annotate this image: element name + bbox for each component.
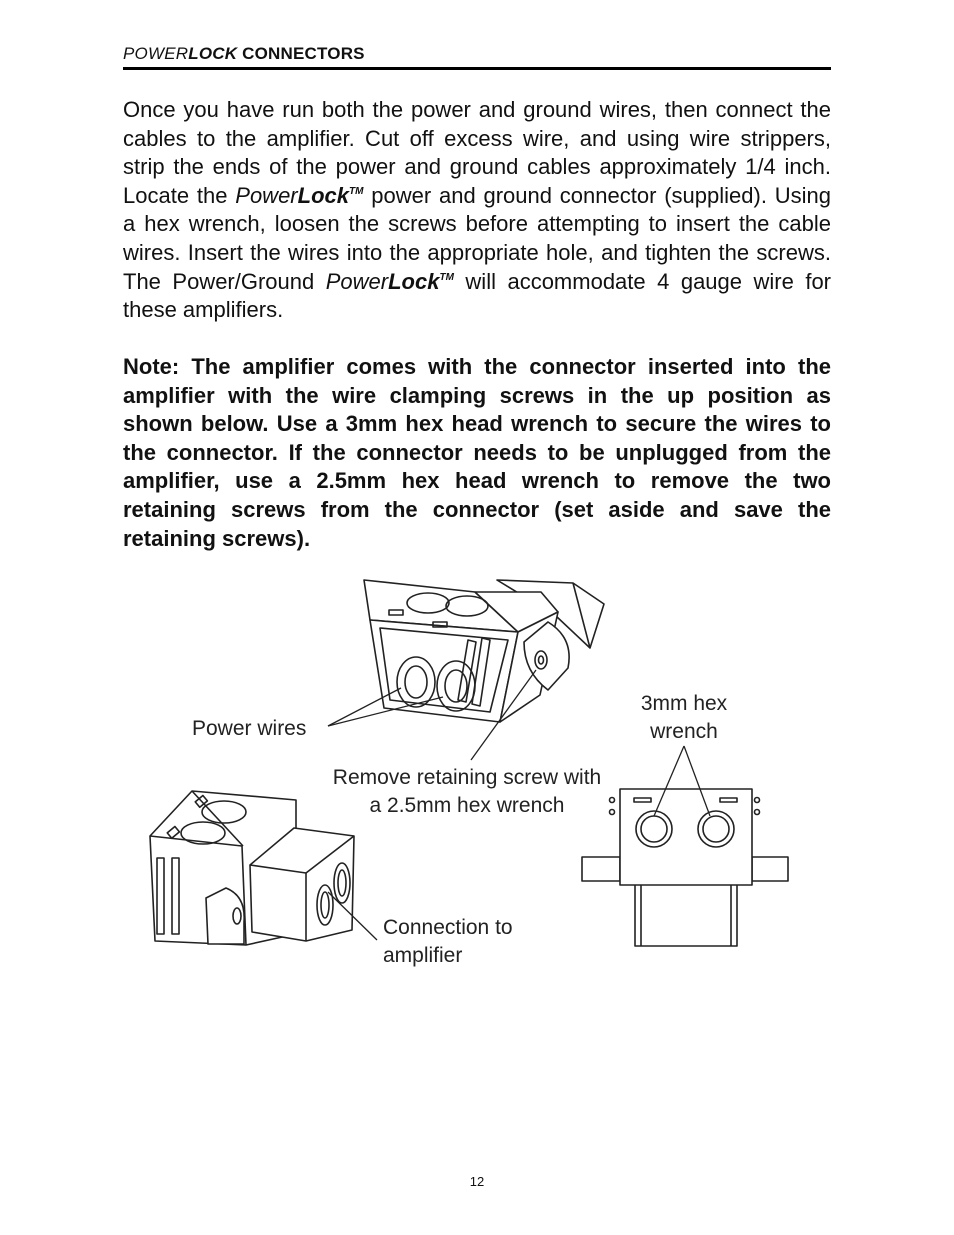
label-3mm-hex-wrench: 3mm hex wrench	[640, 692, 728, 743]
powerlock-trademark: PowerLock™	[235, 182, 364, 208]
note-paragraph: Note: The amplifier comes with the connector inserted into the amplifier with the wire clamping screws in the up position as shown below. Use a 3mm hex head wrench to secure the wires to the connector. If the connector needs to be unplugged from the amplifier, use a 2.5mm hex head wrench to remove the two retaining screws from the connector (set aside and save the retaining screws).	[123, 354, 831, 551]
left-connector-illustration	[150, 791, 354, 945]
page-number: 12	[469, 1174, 485, 1189]
intro-text-3: will accommodate 4 gauge wire for these amplifiers.	[123, 268, 831, 323]
label-power-wires: Power wires	[192, 717, 307, 740]
label-remove-retaining-screw: Remove retaining screw with a 2.5mm hex wrench	[332, 766, 602, 817]
intro-text-2: power and ground connector (supplied). Using a hex wrench, loosen the screws before attempting to insert the cable wires. Insert the wires into the appropriate hole, and tighten the screws. The Power/Ground	[123, 182, 831, 294]
header-rule	[123, 67, 831, 70]
label-connection-to-amplifier: Connection to amplifier	[383, 916, 513, 967]
front-connector-illustration	[582, 789, 788, 946]
header-brand-power: POWER	[123, 44, 189, 63]
page-header	[123, 44, 831, 64]
top-connector-illustration	[364, 580, 604, 722]
header-title: CONNECTORS	[242, 44, 365, 63]
powerlock-trademark: PowerLock™	[325, 268, 454, 294]
intro-text-1: Once you have run both the power and ground wires, then connect the cables to the amplifier. Cut off excess wire, and using wire strippers, strip the ends of the power and ground cables approximately 1/4 inch. Locate the	[123, 97, 831, 208]
header-brand-lock: LOCK	[188, 44, 238, 63]
intro-paragraph	[123, 96, 831, 325]
